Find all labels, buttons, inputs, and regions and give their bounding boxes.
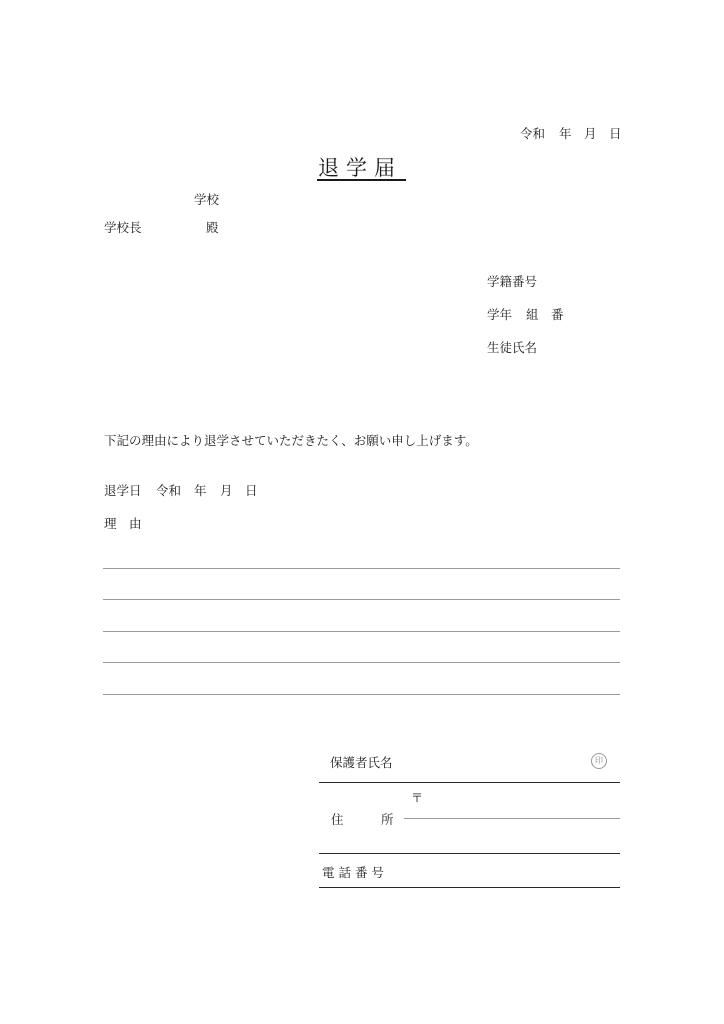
student-grade-label: 学年 [487, 307, 513, 322]
address-line-inner[interactable] [404, 818, 620, 819]
date-year: 年 [559, 126, 572, 141]
withdrawal-date-label: 退学日 [104, 483, 142, 498]
reason-line[interactable] [103, 599, 620, 600]
student-number-label: 番 [551, 307, 564, 322]
student-name-label: 生徒氏名 [487, 340, 538, 355]
reason-label: 理 由 [104, 516, 142, 531]
date-month: 月 [584, 126, 597, 141]
postal-mark: 〒 [411, 791, 424, 805]
reason-line[interactable] [103, 662, 620, 663]
reason-line[interactable] [103, 631, 620, 632]
document-title: 退学届 [318, 156, 402, 180]
date-day: 日 [609, 126, 622, 141]
student-class-label: 組 [526, 307, 539, 322]
withdrawal-date-month: 月 [220, 483, 233, 498]
withdrawal-date-year: 年 [194, 483, 207, 498]
withdrawal-date-era: 令和 [156, 483, 182, 498]
addressee-principal: 学校長 [104, 220, 142, 235]
title-underline [317, 179, 406, 181]
guardian-name-line[interactable] [319, 782, 620, 783]
phone-line[interactable] [319, 887, 620, 888]
addressee-honorific: 殿 [206, 220, 219, 235]
student-id-label: 学籍番号 [487, 274, 538, 289]
address-label-2: 所 [381, 812, 394, 827]
guardian-name-label: 保護者氏名 [330, 755, 393, 770]
address-line[interactable] [319, 853, 620, 854]
withdrawal-date-day: 日 [245, 483, 258, 498]
phone-label: 電 話 番 号 [322, 865, 384, 880]
addressee-school: 学校 [194, 192, 220, 207]
address-label-1: 住 [331, 812, 344, 827]
date-era: 令和 [520, 126, 546, 141]
request-body-text: 下記の理由により退学させていただきたく、お願い申し上げます。 [104, 433, 478, 448]
seal-mark: 印 [591, 753, 607, 769]
reason-line[interactable] [103, 694, 620, 695]
reason-line[interactable] [103, 568, 620, 569]
